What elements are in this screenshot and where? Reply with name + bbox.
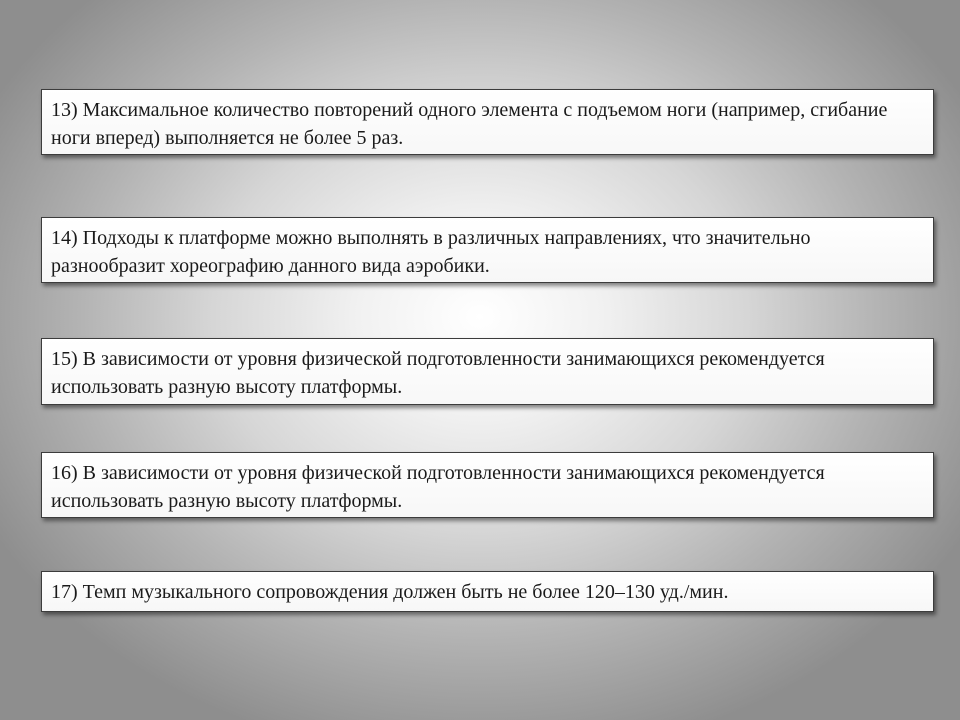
rule-text-14: 14) Подходы к платформе можно выполнять в различных направлениях, что значительно разнообразит хореографию данного вида аэробики.: [51, 227, 811, 277]
rule-box-17: [41, 571, 934, 612]
rule-text-13: 13) Максимальное количество повторений одного элемента с подъемом ноги (например, сгибание ноги вперед) выполняется не более 5 раз.: [51, 99, 888, 149]
rule-text-15: 15) В зависимости от уровня физической подготовленности занимающихся рекомендуется использовать разную высоту платформы.: [51, 348, 825, 398]
rule-box-16: [41, 452, 934, 518]
rule-text-17: 17) Темп музыкального сопровождения должен быть не более 120–130 уд./мин.: [51, 581, 729, 603]
rule-text-16: 16) В зависимости от уровня физической подготовленности занимающихся рекомендуется использовать разную высоту платформы.: [51, 462, 825, 512]
rule-box-13: [41, 89, 934, 155]
rule-box-15: [41, 338, 934, 405]
rule-box-14: [41, 217, 934, 283]
